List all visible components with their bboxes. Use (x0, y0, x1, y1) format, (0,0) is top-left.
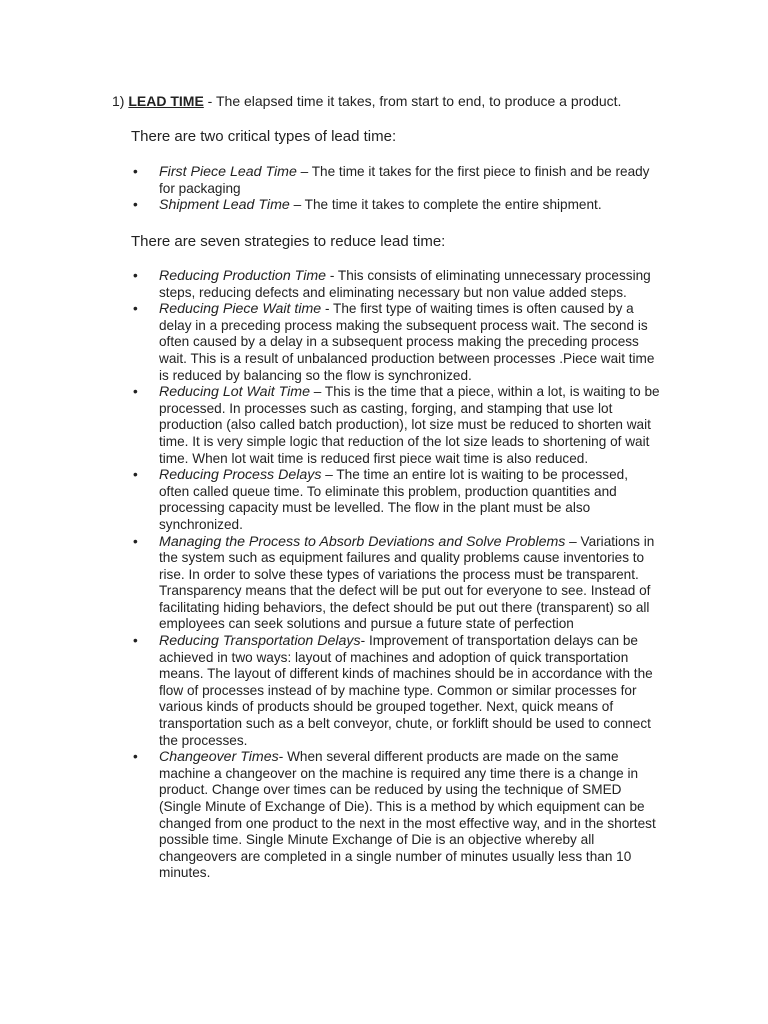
item-text: This is the time that a piece, within a lot, is waiting to be processed. In processes such as casting, forging, and stamping that use lot production (also called batch production), lot size must be reduced to shorten wait time. It is very simple logic that reduction of the lot size leads to shortening of wait time. When lot wait time is reduced first piece wait time is also reduced. (159, 384, 660, 466)
item-title: Shipment Lead Time (159, 197, 290, 214)
item-text: The time it takes to complete the entire shipment. (304, 197, 602, 213)
item-title: Changeover Times (159, 749, 279, 766)
item-separator: – (289, 197, 305, 213)
item-title: Reducing Process Delays (159, 467, 322, 484)
strategies-intro: There are seven strategies to reduce lead time: (131, 233, 446, 250)
bullet-icon: • (133, 533, 138, 549)
list-item (131, 534, 661, 634)
item-title: First Piece Lead Time (159, 164, 297, 180)
item-title: Reducing Piece Wait time (159, 301, 322, 318)
item-text: When several different products are made on the same machine a changeover on the machine is required any time there is a change in product. Change over times can be reduced by using the technique of SMED (Single Minute of Exchange of Die). This is a method by which equipment can be changed from one product to the next in the most effective way, and in the shortest possible time. Single Minute Exchange of Die is an objective whereby all changeovers are completed in a single number of minutes usually less than 10 minutes. (159, 749, 656, 881)
strategies-list (131, 268, 661, 882)
list-item (131, 301, 661, 384)
item-text: The first type of waiting times is often caused by a delay in a preceding process making the subsequent process wait. The second is often caused by a delay in a subsequent process making the preceding process wait. This is a result of unbalanced production between processes .Piece wait time is reduced by balancing so the flow is synchronized. (159, 301, 655, 383)
bullet-icon: • (133, 633, 138, 649)
item-text: The time an entire lot is waiting to be processed, often called queue time. To eliminate this problem, production quantities and processing capacity must be levelled. The flow in the plant must be also synchronized. (159, 467, 628, 532)
item-separator: - (326, 268, 338, 283)
bullet-icon: • (133, 301, 138, 317)
item-separator: – (296, 164, 312, 179)
item-separator: – (565, 533, 581, 549)
bullet-icon: • (133, 197, 138, 213)
item-separator: - (360, 633, 369, 649)
item-text: The time it takes for the first piece to finish and be ready for packaging (159, 164, 650, 196)
bullet-icon: • (133, 268, 138, 283)
list-item (131, 749, 661, 882)
list-item (131, 467, 661, 533)
item-title: Reducing Transportation Delays (159, 633, 361, 650)
item-title: Reducing Production Time (159, 268, 327, 284)
list-item (131, 268, 661, 301)
item-title: Managing the Process to Absorb Deviations and Solve Problems (159, 533, 566, 550)
bullet-icon: • (133, 467, 138, 483)
item-text: This consists of eliminating unnecessary processing steps, reducing defects and eliminating necessary but non value added steps. (159, 268, 651, 300)
list-item (131, 164, 661, 197)
item-text: Improvement of transportation delays can be achieved in two ways: layout of machines and adoption of quick transportation means. The layout of different kinds of machines should be in accordance with the flow of processes instead of by machine type. Common or similar processes for various kinds of products should be grouped together. Next, quick means of transportation such as a belt conveyor, chute, or forklift should be used to connect the processes. (159, 633, 653, 748)
section-definition: - The elapsed time it takes, from start to end, to produce a product. (203, 93, 622, 109)
item-separator: - (321, 301, 334, 317)
item-separator: – (321, 467, 337, 483)
item-separator: – (310, 384, 325, 400)
item-title: Reducing Lot Wait Time (159, 384, 311, 401)
bullet-icon: • (133, 749, 138, 765)
bullet-icon: • (133, 164, 138, 179)
section-term: LEAD TIME (128, 93, 204, 109)
critical-types-list (131, 164, 661, 214)
list-item (131, 633, 661, 749)
section-heading (112, 92, 621, 110)
item-separator: - (278, 749, 288, 765)
item-text: Variations in the system such as equipment failures and quality problems cause inventories to rise. In order to solve these types of variations the process must be transparent. Transparency means that the defect will be put out for everyone to see. Instead of facilitating hiding behaviors, the defect should be put out there (transparent) so all employees can seek solutions and pursue a future state of perfection (159, 533, 655, 632)
list-item (131, 197, 661, 214)
section-number: 1) (112, 93, 125, 109)
list-item (131, 384, 661, 467)
critical-types-intro: There are two critical types of lead time: (131, 128, 397, 145)
bullet-icon: • (133, 384, 138, 400)
